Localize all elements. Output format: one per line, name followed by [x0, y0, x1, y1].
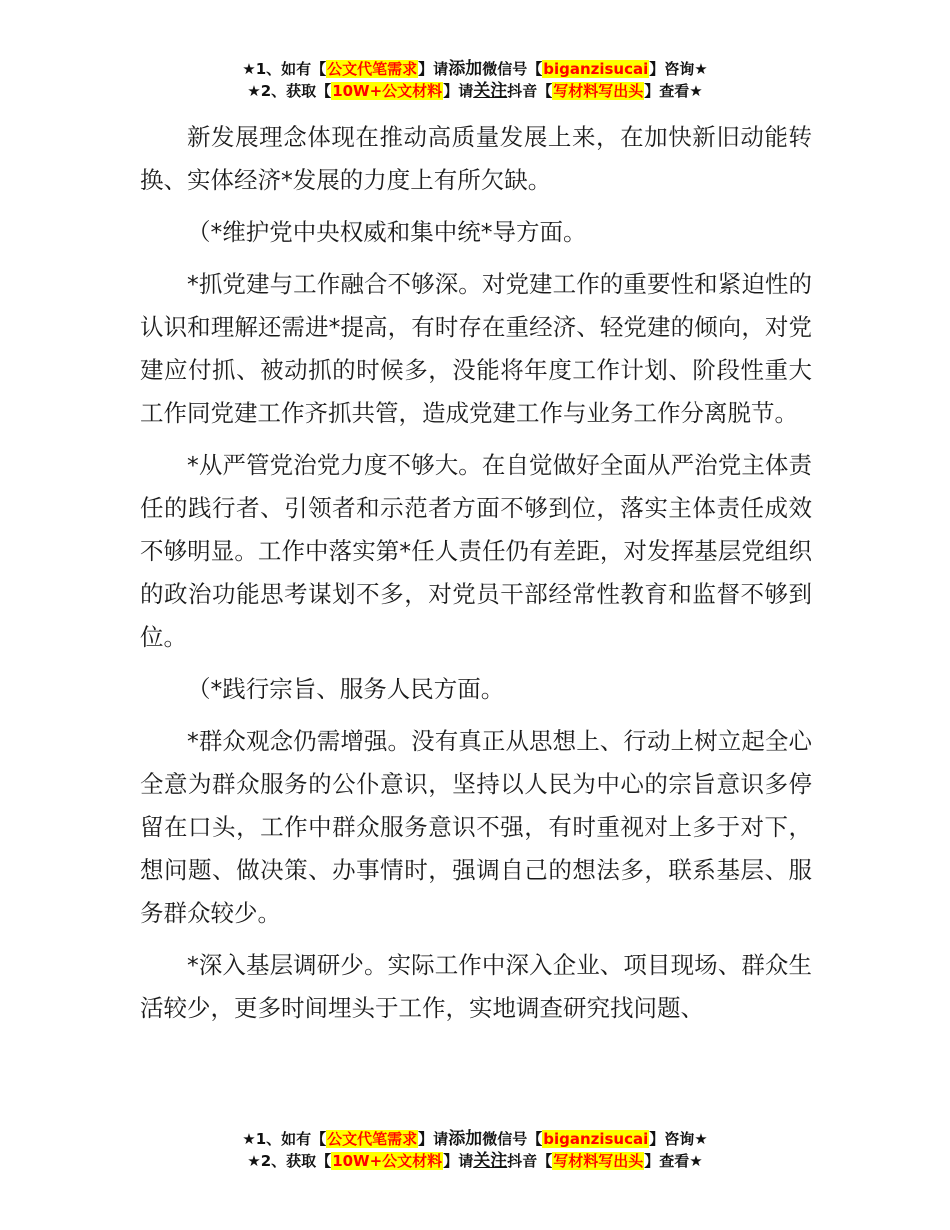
paragraph: *深入基层调研少。实际工作中深入企业、项目现场、群众生活较少，更多时间埋头于工作，实地调查研究找问题、 [140, 951, 812, 1022]
highlight-materials: 10W+公文材料 [332, 1152, 443, 1170]
footer-banner [0, 1128, 950, 1172]
header-banner [0, 58, 950, 102]
highlight-materials: 10W+公文材料 [332, 82, 443, 100]
highlight-wechat-id: biganzisucai [543, 1130, 649, 1148]
highlight-douyin-id: 写材料写出头 [553, 1152, 644, 1170]
banner-line-2: ★2、获取【10W+公文材料】请关注抖音【写材料写出头】查看★ [247, 1151, 703, 1171]
highlight-douyin-id: 写材料写出头 [553, 82, 644, 100]
highlight-service: 公文代笔需求 [327, 1130, 418, 1148]
banner-line-1: ★1、如有【公文代笔需求】请添加微信号【biganzisucai】咨询★ [242, 1129, 708, 1149]
paragraph: *抓党建与工作融合不够深。对党建工作的重要性和紧迫性的认识和理解还需进*提高，有时存在重经济、轻党建的倾向，对党建应付抓、被动抓的时候多，没能将年度工作计划、阶段性重大工作同党建工作齐抓共管，造成党建工作与业务工作分离脱节。 [140, 270, 812, 427]
paragraph: *群众观念仍需增强。没有真正从思想上、行动上树立起全心全意为群众服务的公仆意识，坚持以人民为中心的宗旨意识多停留在口头，工作中群众服务意识不强，有时重视对上多于对下，想问题、做决策、办事情时，强调自己的想法多，联系基层、服务群众较少。 [140, 727, 812, 927]
section-heading: （*维护党中央权威和集中统*导方面。 [187, 218, 587, 246]
banner-line-1: ★1、如有【公文代笔需求】请添加微信号【biganzisucai】咨询★ [242, 59, 708, 79]
section-heading: （*践行宗旨、服务人民方面。 [187, 675, 505, 703]
highlight-service: 公文代笔需求 [327, 60, 418, 78]
highlight-wechat-id: biganzisucai [543, 60, 649, 78]
banner-line-2: ★2、获取【10W+公文材料】请关注抖音【写材料写出头】查看★ [247, 81, 703, 101]
paragraph: 新发展理念体现在推动高质量发展上来，在加快新旧动能转换、实体经济*发展的力度上有所欠缺。 [140, 123, 812, 194]
paragraph: *从严管党治党力度不够大。在自觉做好全面从严治党主体责任的践行者、引领者和示范者方面不够到位，落实主体责任成效不够明显。工作中落实第*任人责任仍有差距，对发挥基层党组织的政治功能思考谋划不多，对党员干部经常性教育和监督不够到位。 [140, 451, 812, 651]
document-body [140, 116, 812, 1039]
